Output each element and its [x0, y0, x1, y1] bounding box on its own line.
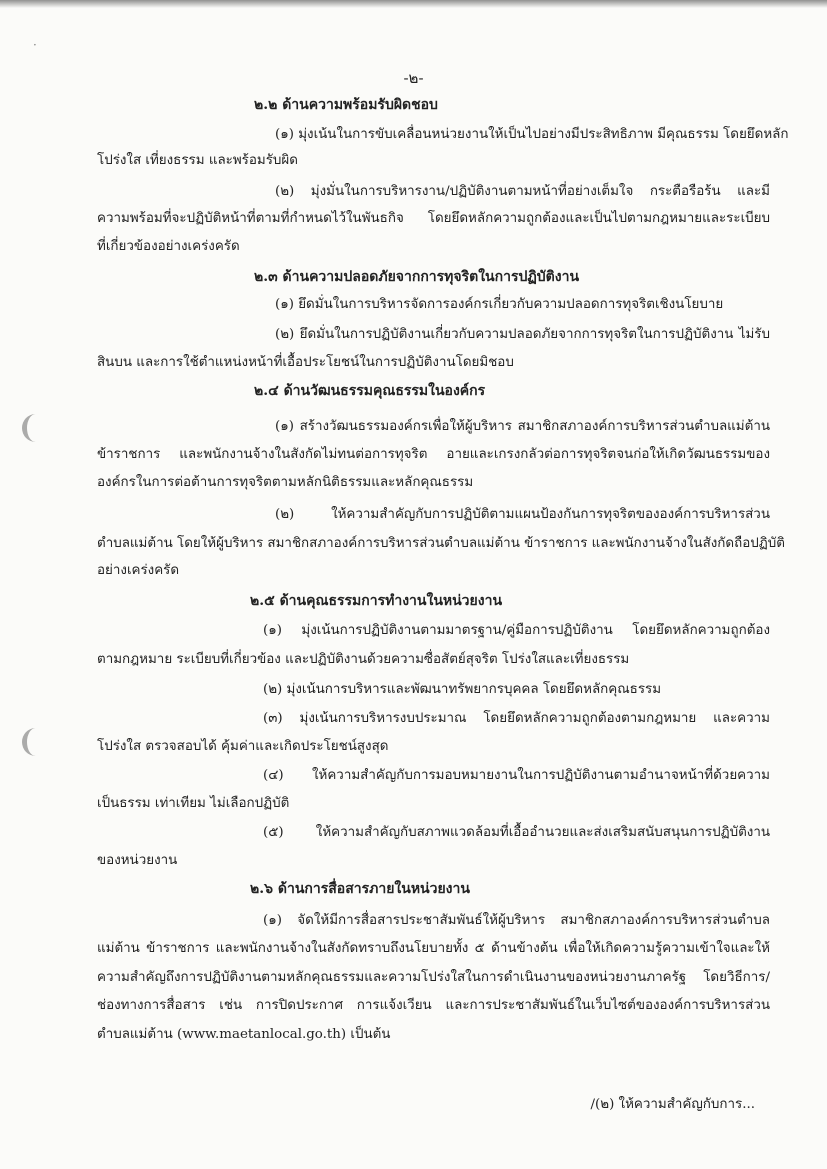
continuation-footer: /(๒) ให้ความสำคัญกับการ...	[590, 1097, 755, 1112]
paragraph-line: ความพร้อมที่จะปฏิบัติหน้าที่ตามที่กำหนดไว้ในพันธกิจ โดยยึดหลักความถูกต้องและเป็นไปตามกฎหมายและระเบียบ	[97, 211, 770, 226]
paragraph-line: โปร่งใส เที่ยงธรรม และพร้อมรับผิด	[97, 153, 298, 168]
section-heading-2-3: ๒.๓ ด้านความปลอดภัยจากการทุจริตในการปฏิบัติงาน	[254, 269, 580, 285]
paragraph-line: (๓) มุ่งเน้นการบริหารงบประมาณ โดยยึดหลักความถูกต้องตามกฎหมาย และความ	[263, 711, 770, 726]
paragraph-line: (๑) มุ่งเน้นในการขับเคลื่อนหน่วยงานให้เป็นไปอย่างมีประสิทธิภาพ มีคุณธรรม โดยยึดหลัก	[275, 127, 789, 142]
paragraph-line: ความสำคัญถึงการปฏิบัติงานตามหลักคุณธรรมและความโปร่งใสในการดำเนินงานของหน่วยงานภาครัฐ โดยวิธีการ/	[97, 970, 770, 985]
paragraph-line: เป็นธรรม เท่าเทียม ไม่เลือกปฏิบัติ	[97, 796, 290, 811]
paragraph-line: ช่องทางการสื่อสาร เช่น การปิดประกาศ การแจ้งเวียน และการประชาสัมพันธ์ในเว็บไซต์ขององค์การบริหารส่วน	[97, 998, 770, 1013]
punch-hole-top	[22, 414, 49, 442]
paragraph-line: อย่างเคร่งครัด	[97, 563, 180, 578]
page-number: -๒-	[403, 69, 424, 87]
paragraph-line: ที่เกี่ยวข้องอย่างเคร่งครัด	[97, 239, 240, 254]
paragraph-line: โปร่งใส ตรวจสอบได้ คุ้มค่าและเกิดประโยชน์สูงสุด	[97, 739, 389, 754]
paragraph-line: ตำบลแม่ต้าน โดยให้ผู้บริหาร สมาชิกสภาองค์การบริหารส่วนตำบลแม่ต้าน ข้าราชการ และพนักงานจ้างในสังกัดถือปฏิบัติ	[97, 536, 785, 551]
paragraph-line: (๒) ยึดมั่นในการปฏิบัติงานเกี่ยวกับความปลอดภัยจากการทุจริตในการปฏิบัติงาน ไม่รับ	[275, 327, 770, 342]
paragraph-line: ของหน่วยงาน	[97, 853, 178, 868]
paragraph-line: (๑) ยึดมั่นในการบริหารจัดการองค์กรเกี่ยวกับความปลอดการทุจริตเชิงนโยบาย	[275, 297, 724, 312]
section-heading-2-6: ๒.๖ ด้านการสื่อสารภายในหน่วยงาน	[250, 881, 470, 897]
section-heading-2-4: ๒.๔ ด้านวัฒนธรรมคุณธรรมในองค์กร	[254, 383, 486, 399]
paragraph-line: (๒) มุ่งเน้นการบริหารและพัฒนาทรัพยากรบุคคล โดยยึดหลักคุณธรรม	[263, 682, 662, 697]
paragraph-line: แม่ต้าน ข้าราชการ และพนักงานจ้างในสังกัดทราบถึงนโยบายทั้ง ๕ ด้านข้างต้น เพื่อให้เกิดความรู้ความเข้าใจและให้	[97, 941, 770, 956]
paragraph-line: (๑) สร้างวัฒนธรรมองค์กรเพื่อให้ผู้บริหาร สมาชิกสภาองค์การบริหารส่วนตำบลแม่ต้าน	[275, 419, 770, 434]
paragraph-line: (๑) จัดให้มีการสื่อสารประชาสัมพันธ์ให้ผู้บริหาร สมาชิกสภาองค์การบริหารส่วนตำบล	[263, 913, 770, 928]
paragraph-line: (๒) มุ่งมั่นในการบริหารงาน/ปฏิบัติงานตามหน้าที่อย่างเต็มใจ กระตือรือร้น และมี	[275, 184, 770, 199]
paragraph-line: (๔) ให้ความสำคัญกับการมอบหมายงานในการปฏิบัติงานตามอำนาจหน้าที่ด้วยความ	[263, 768, 770, 783]
paragraph-line: ข้าราชการ และพนักงานจ้างในสังกัดไม่ทนต่อการทุจริต อายและเกรงกลัวต่อการทุจริตจนก่อให้เกิดวัฒนธรรมของ	[97, 447, 770, 462]
scan-speck: ·	[33, 38, 37, 52]
paragraph-line: (๕) ให้ความสำคัญกับสภาพแวดล้อมที่เอื้ออำนวยและส่งเสริมสนับสนุนการปฏิบัติงาน	[263, 825, 770, 840]
paragraph-line: ตำบลแม่ต้าน (www.maetanlocal.go.th) เป็นต้น	[97, 1027, 391, 1042]
paragraph-line: ตามกฎหมาย ระเบียบที่เกี่ยวข้อง และปฏิบัติงานด้วยความซื่อสัตย์สุจริต โปร่งใสและเที่ยงธรรม	[97, 652, 630, 667]
paragraph-line: (๒) ให้ความสำคัญกับการปฏิบัติตามแผนป้องกันการทุจริตขององค์การบริหารส่วน	[275, 507, 770, 522]
scan-edge-shadow	[0, 0, 827, 8]
paragraph-line: (๑) มุ่งเน้นการปฏิบัติงานตามมาตรฐาน/คู่มือการปฏิบัติงาน โดยยึดหลักความถูกต้อง	[263, 623, 770, 638]
paragraph-line: องค์กรในการต่อต้านการทุจริตตามหลักนิติธรรมและหลักคุณธรรม	[97, 475, 474, 490]
paragraph-line: สินบน และการใช้ตำแหน่งหน้าที่เอื้อประโยชน์ในการปฏิบัติงานโดยมิชอบ	[97, 355, 514, 370]
section-heading-2-5: ๒.๕ ด้านคุณธรรมการทำงานในหน่วยงาน	[250, 593, 503, 609]
section-heading-2-2: ๒.๒ ด้านความพร้อมรับผิดชอบ	[254, 97, 438, 113]
punch-hole-bottom	[22, 728, 49, 756]
